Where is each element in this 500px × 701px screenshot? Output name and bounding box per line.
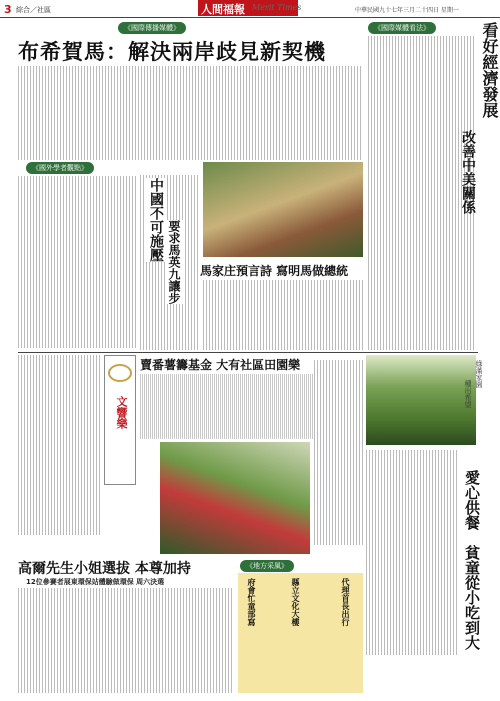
china-body xyxy=(18,176,138,348)
section-label: 綜合／社區 xyxy=(16,6,51,14)
potato-photo xyxy=(160,442,310,554)
meals-body xyxy=(366,450,458,655)
miss-headline: 高爾先生小姐選拔 本尊加持 xyxy=(18,561,191,577)
china-headline-2: 要求馬英九讓步 xyxy=(167,220,181,304)
village-headline: 馬家庄預言詩 寫明馬做總統 xyxy=(200,264,349,278)
commentary-headline-1: 看好經濟發展 xyxy=(480,22,499,118)
band-rule-1 xyxy=(18,352,478,353)
china-tag: 《國外學者觀點》 xyxy=(26,162,94,174)
top-story-tag: 《國際傳播媒體》 xyxy=(118,22,186,34)
top-story xyxy=(18,20,363,160)
issue-date: 中華民國九十七年三月二十四日 星期一 xyxy=(355,7,459,14)
commentary-headline-2: 改善中美關係 xyxy=(460,130,476,214)
miss-body xyxy=(18,588,233,693)
china-story xyxy=(18,160,138,350)
miss-subhead: 12位參賽者展東環保站體驗做環保 周六決選 xyxy=(26,578,165,586)
garden-caption-a: 綠滿家園 xyxy=(475,360,483,388)
potato-headline: 賣番薯籌基金 大有社區田園樂 xyxy=(140,358,301,372)
garden-caption-b: 種出希望 xyxy=(464,380,472,408)
culture-box xyxy=(104,355,136,485)
page-header xyxy=(0,0,500,20)
meals-headline-2: 貧童從小吃到大 xyxy=(463,545,481,650)
top-story-headline: 布希賀馬：解決兩岸歧見新契機 xyxy=(18,39,326,64)
meals-headline-1: 愛心供餐 xyxy=(463,470,481,530)
culture-body xyxy=(18,355,102,535)
logo-en: Merit Times xyxy=(252,3,302,12)
top-story-body xyxy=(18,66,363,160)
page-number: 3 xyxy=(4,3,12,16)
logo-cn: 人間福報 xyxy=(201,3,245,16)
village-photo xyxy=(203,162,363,257)
potato-body-right xyxy=(314,360,364,545)
header-rule xyxy=(0,17,500,18)
local-brief-2: 縣立文化大樓 xyxy=(291,578,300,626)
local-brief-3: 代理首長出行 xyxy=(341,578,350,626)
village-body xyxy=(203,280,363,350)
culture-logo xyxy=(108,364,132,382)
culture-label: 文響樂 xyxy=(115,396,128,429)
local-brief-1: 府會忙童部寫 xyxy=(247,578,256,626)
local-tag: 《地方采風》 xyxy=(240,560,294,572)
commentary-tag: 《國際媒體看法》 xyxy=(368,22,436,34)
garden-photo xyxy=(366,355,476,445)
china-headline-1: 中國不可施壓 xyxy=(148,178,164,262)
